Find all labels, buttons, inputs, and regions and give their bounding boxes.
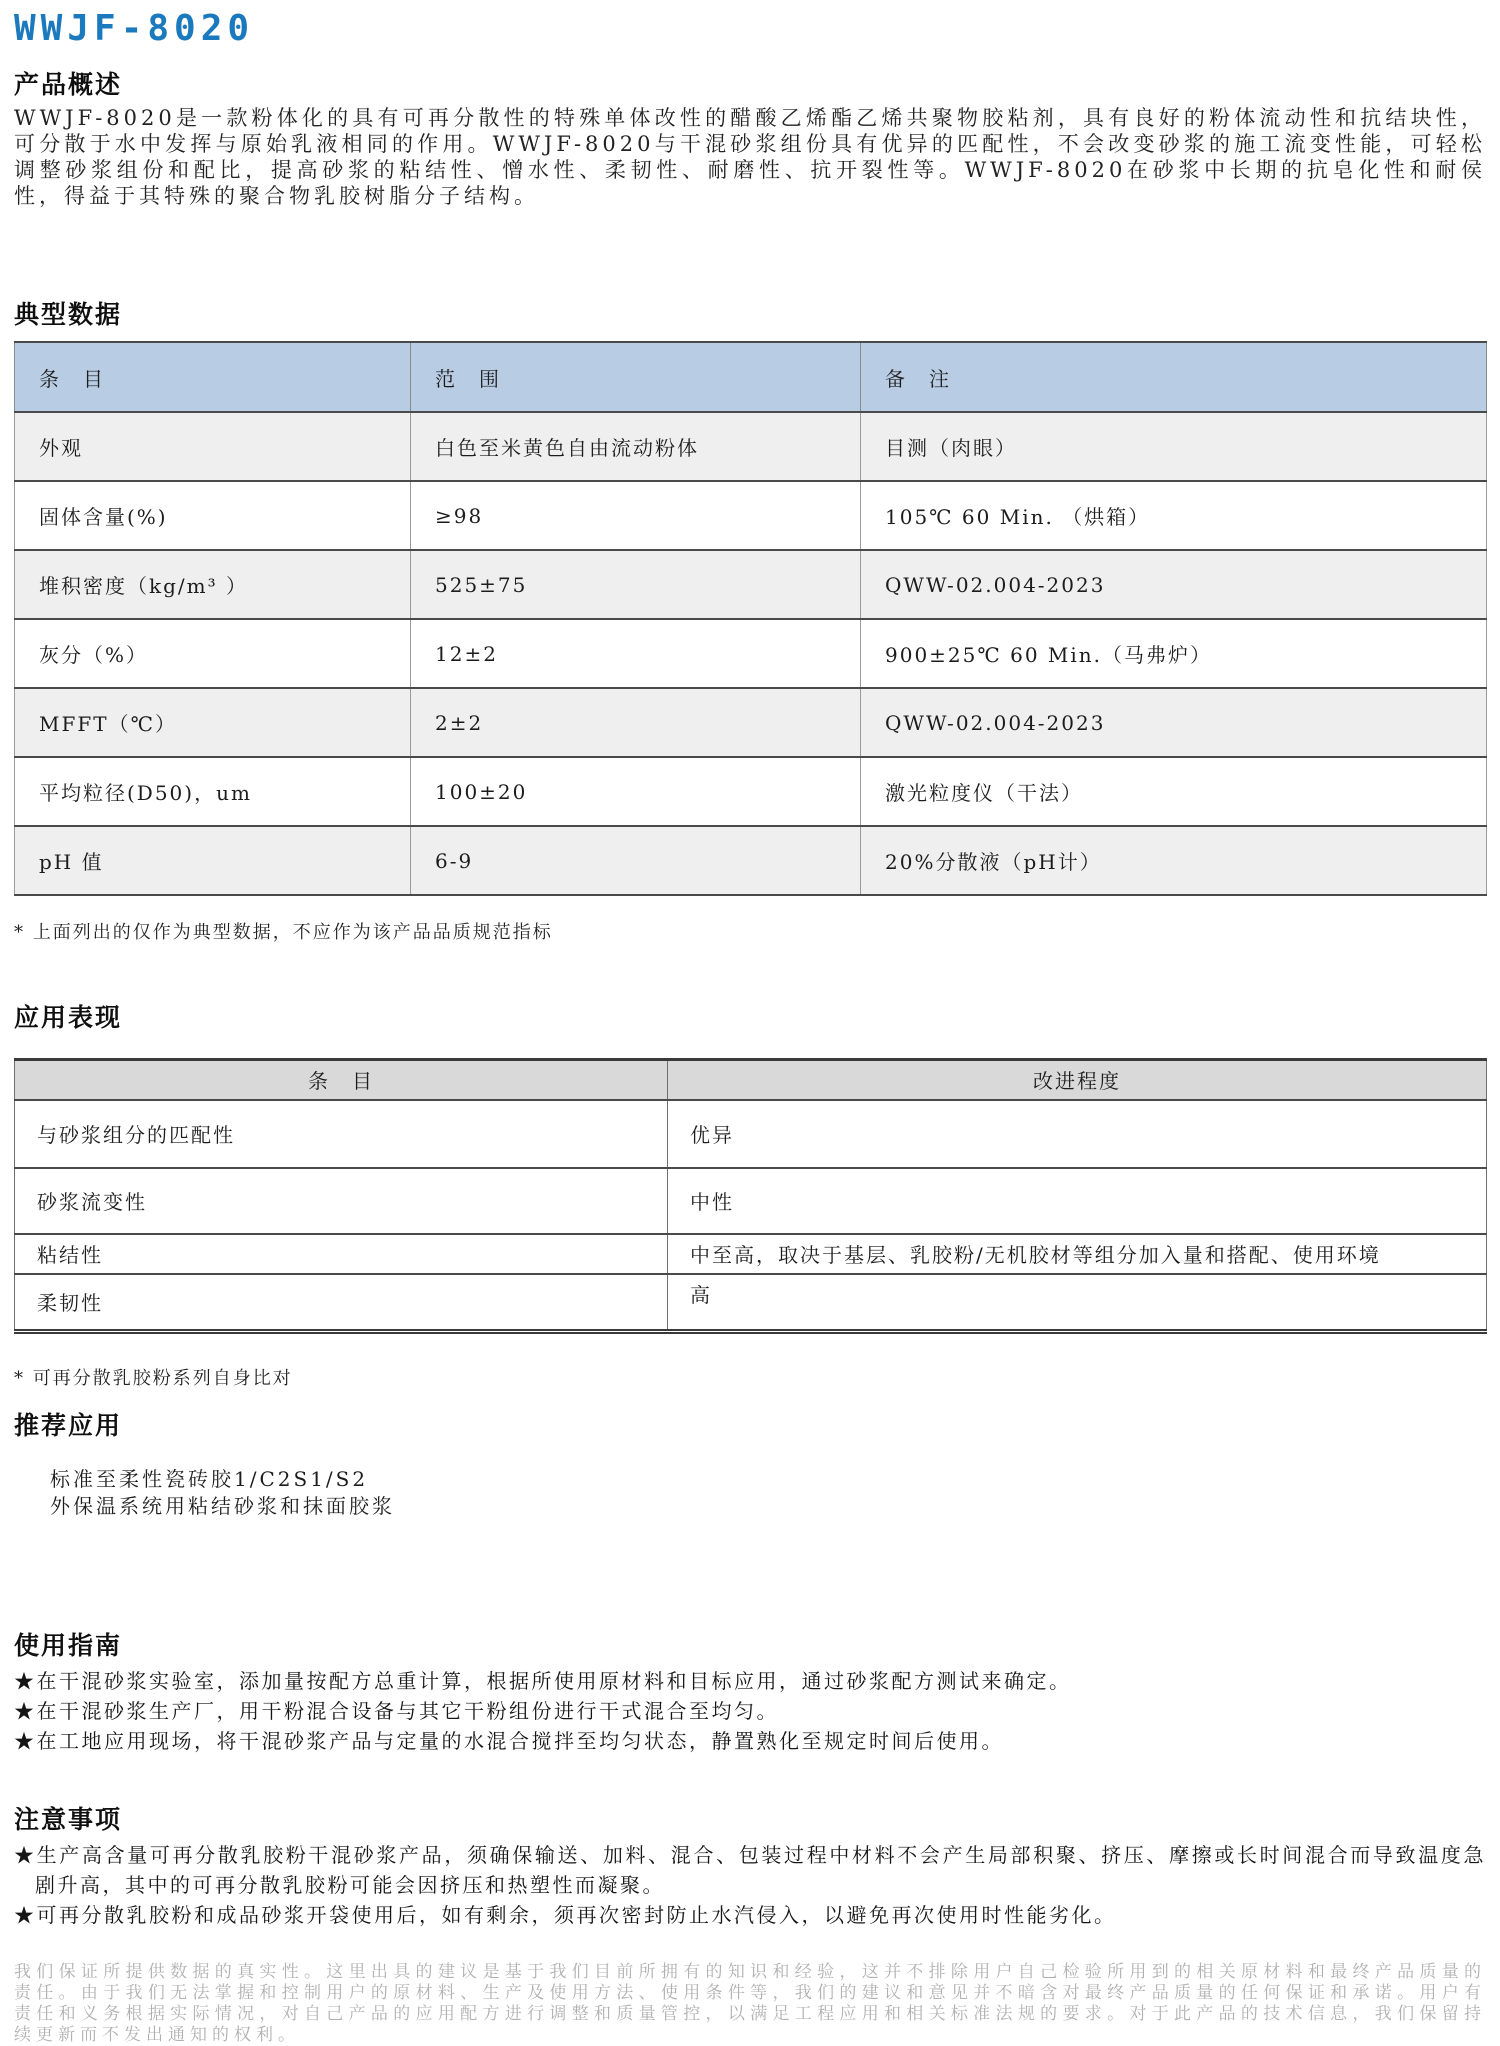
table-header-row	[15, 1060, 1487, 1100]
cell-range: 525±75	[411, 550, 861, 619]
header-cell-item: 条 目	[15, 1060, 668, 1100]
disclaimer-text: 我们保证所提供数据的真实性。这里出具的建议是基于我们目前所拥有的知识和经验，这并不排除用户自己检验所用到的相关原材料和最终产品质量的责任。由于我们无法掌握和控制用户的原材料、生产及使用方法、使用条件等，我们的建议和意见并不暗含对最终产品质量的任何保证和承诺。用户有责任和义务根据实际情况，对自己产品的应用配方进行调整和质量管控，以满足工程应用和相关标准法规的要求。对于此产品的技术信息，我们保留持续更新而不发出通知的权利。	[14, 1962, 1486, 2045]
notes-bullet-list	[14, 1840, 1486, 1930]
typical-data-table	[14, 341, 1487, 896]
cell-item: 堆积密度（kg/m³ ）	[15, 550, 411, 619]
cell-item: 外观	[15, 412, 411, 481]
table-row	[15, 1234, 1487, 1274]
usage-bullet: ★在干混砂浆实验室，添加量按配方总重计算，根据所使用原材料和目标应用，通过砂浆配方测试来确定。	[14, 1669, 1072, 1693]
table-row	[15, 550, 1487, 619]
header-cell-item: 条 目	[15, 342, 411, 412]
recommended-list	[50, 1466, 1486, 1520]
usage-bullet: ★在干混砂浆生产厂，用干粉混合设备与其它干粉组份进行干式混合至均匀。	[14, 1699, 779, 1723]
section-heading-recommended: 推荐应用	[14, 1411, 123, 1440]
section-heading-overview: 产品概述	[14, 70, 123, 99]
usage-bullet: ★在工地应用现场，将干混砂浆产品与定量的水混合搅拌至均匀状态，静置熟化至规定时间后使用。	[14, 1729, 1004, 1753]
cell-note: QWW-02.004-2023	[861, 688, 1487, 757]
cell-item: 粘结性	[15, 1234, 668, 1274]
table-row	[15, 757, 1487, 826]
usage-bullet-list	[14, 1666, 1486, 1756]
table-row	[15, 619, 1487, 688]
cell-range: ≥98	[411, 481, 861, 550]
table-row	[15, 1168, 1487, 1234]
cell-range: 2±2	[411, 688, 861, 757]
cell-note: 900±25℃ 60 Min.（马弗炉）	[861, 619, 1487, 688]
recommended-item: 标准至柔性瓷砖胶1/C2S1/S2	[50, 1467, 369, 1491]
table-header-row	[15, 342, 1487, 412]
cell-note: QWW-02.004-2023	[861, 550, 1487, 619]
cell-note: 激光粒度仪（干法）	[861, 757, 1487, 826]
cell-item: pH 值	[15, 826, 411, 895]
table-row	[15, 1274, 1487, 1332]
table-row	[15, 481, 1487, 550]
notes-bullet: ★可再分散乳胶粉和成品砂浆开袋使用后，如有剩余，须再次密封防止水汽侵入，以避免再次使用时性能劣化。	[14, 1903, 1117, 1927]
cell-note: 目测（肉眼）	[861, 412, 1487, 481]
header-cell-note: 备 注	[861, 342, 1487, 412]
cell-value: 中性	[668, 1168, 1487, 1234]
cell-range: 100±20	[411, 757, 861, 826]
section-heading-usage: 使用指南	[14, 1631, 123, 1660]
application-table	[14, 1058, 1487, 1334]
cell-item: 灰分（%）	[15, 619, 411, 688]
table-row	[15, 1100, 1487, 1168]
section-heading-application: 应用表现	[14, 1003, 123, 1032]
cell-range: 12±2	[411, 619, 861, 688]
cell-item: 与砂浆组分的匹配性	[15, 1100, 668, 1168]
page-title: WWJF-8020	[14, 8, 255, 49]
table-row	[15, 688, 1487, 757]
cell-item: 砂浆流变性	[15, 1168, 668, 1234]
section-heading-typical-data: 典型数据	[14, 300, 123, 329]
cell-item: 固体含量(%)	[15, 481, 411, 550]
table-row	[15, 412, 1487, 481]
section-heading-notes: 注意事项	[14, 1805, 123, 1834]
cell-value: 中至高，取决于基层、乳胶粉/无机胶材等组分加入量和搭配、使用环境	[668, 1234, 1487, 1274]
typical-data-footnote: * 上面列出的仅作为典型数据，不应作为该产品品质规范指标	[14, 922, 553, 943]
cell-item: 柔韧性	[15, 1274, 668, 1332]
application-footnote: * 可再分散乳胶粉系列自身比对	[14, 1368, 293, 1389]
table-row	[15, 826, 1487, 895]
cell-item: 平均粒径(D50)，um	[15, 757, 411, 826]
datasheet-page	[0, 8, 1500, 2046]
cell-value: 优异	[668, 1100, 1487, 1168]
notes-bullet: ★生产高含量可再分散乳胶粉干混砂浆产品，须确保输送、加料、混合、包装过程中材料不会产生局部积聚、挤压、摩擦或长时间混合而导致温度急剧升高，其中的可再分散乳胶粉可能会因挤压和热塑性而凝聚。	[14, 1843, 1486, 1897]
header-cell-improvement: 改进程度	[668, 1060, 1487, 1100]
cell-item: MFFT（℃）	[15, 688, 411, 757]
recommended-item: 外保温系统用粘结砂浆和抹面胶浆	[50, 1494, 395, 1518]
header-cell-range: 范 围	[411, 342, 861, 412]
cell-note: 20%分散液（pH计）	[861, 826, 1487, 895]
cell-range: 白色至米黄色自由流动粉体	[411, 412, 861, 481]
cell-range: 6-9	[411, 826, 861, 895]
cell-value: 高	[668, 1274, 1487, 1332]
overview-paragraph: WWJF-8020是一款粉体化的具有可再分散性的特殊单体改性的醋酸乙烯酯乙烯共聚物胶粘剂，具有良好的粉体流动性和抗结块性，可分散于水中发挥与原始乳液相同的作用。WWJF-8020与干混砂浆组份具有优异的匹配性，不会改变砂浆的施工流变性能，可轻松调整砂浆组份和配比，提高砂浆的粘结性、憎水性、柔韧性、耐磨性、抗开裂性等。WWJF-8020在砂浆中长期的抗皂化性和耐侯性，得益于其特殊的聚合物乳胶树脂分子结构。	[14, 106, 1486, 208]
cell-note: 105℃ 60 Min. （烘箱）	[861, 481, 1487, 550]
